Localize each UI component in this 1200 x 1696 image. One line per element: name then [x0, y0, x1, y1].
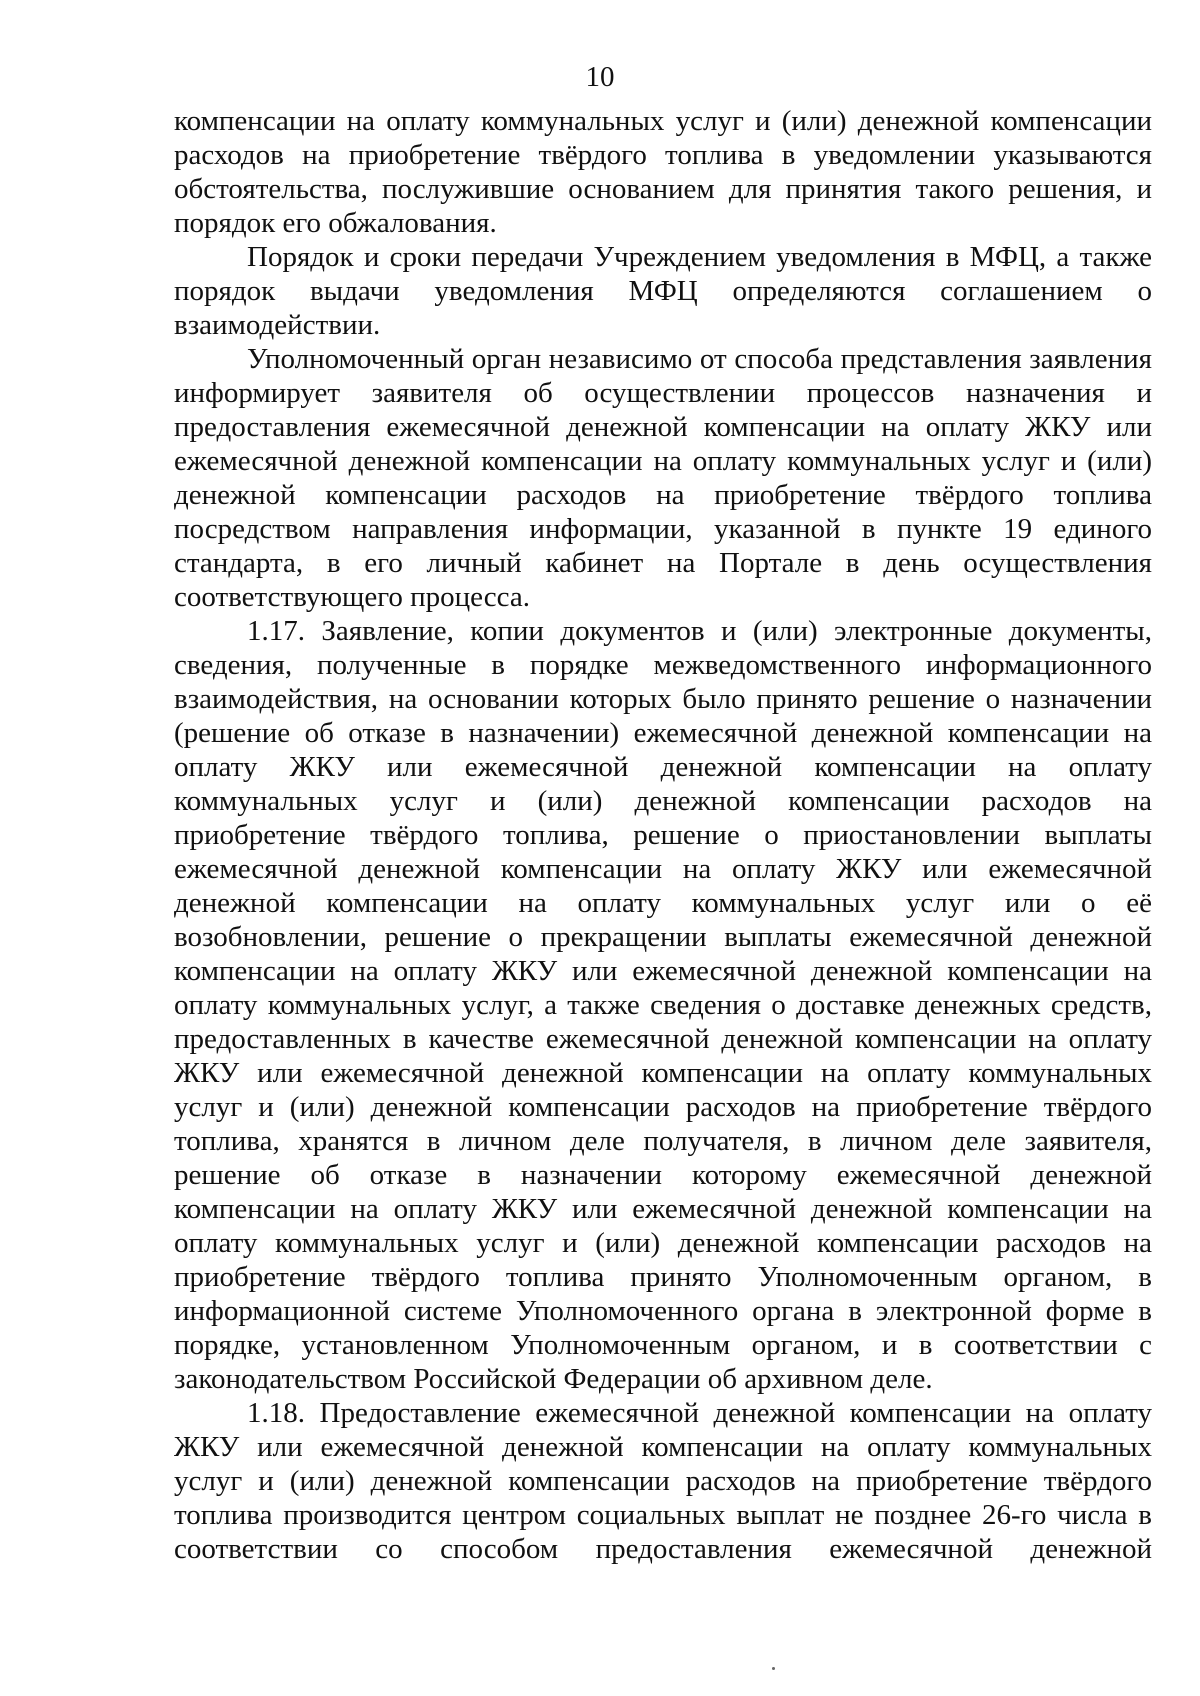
paragraph-section-1-18: 1.18. Предоставление ежемесячной денежной компенсации на оплату ЖКУ или ежемесячной денежной компенсации на оплату коммунальных услуг и (или) денежной компенсации расходов на приобретение твёрдого топлива производится центром социальных выплат не позднее 26-го числа в соответствии со способом предоставления ежемесячной денежной — [174, 1397, 1152, 1565]
page-number: 10 — [585, 61, 615, 93]
paragraph-mfc-notification: Порядок и сроки передачи Учреждением уведомления в МФЦ, а также порядок выдачи уведомления МФЦ определяются соглашением о взаимодействии. — [174, 241, 1152, 341]
paragraph-authority-informs: Уполномоченный орган независимо от способа представления заявления информирует заявителя об осуществлении процессов назначения и предоставления ежемесячной денежной компенсации на оплату ЖКУ или ежемесячной денежной компенсации на оплату коммунальных услуг и (или) денежной компенсации расходов на приобретение твёрдого топлива посредством направления информации, указанной в пункте 19 единого стандарта, в его личный кабинет на Портале в день осуществления соответствующего процесса. — [174, 343, 1152, 613]
paragraph-continuation: компенсации на оплату коммунальных услуг и (или) денежной компенсации расходов на приобретение твёрдого топлива в уведомлении указываются обстоятельства, послужившие основанием для принятия такого решения, и порядок его обжалования. — [174, 105, 1152, 239]
paragraph-section-1-17: 1.17. Заявление, копии документов и (или) электронные документы, сведения, полученные в порядке межведомственного информационного взаимодействия, на основании которых было принято решение о назначении (решение об отказе в назначении) ежемесячной денежной компенсации на оплату ЖКУ или ежемесячной денежной компенсации на оплату коммунальных услуг и (или) денежной компенсации расходов на приобретение твёрдого топлива, решение о приостановлении выплаты ежемесячной денежной компенсации на оплату ЖКУ или ежемесячной денежной компенсации на оплату коммунальных услуг или о её возобновлении, решение о прекращении выплаты ежемесячной денежной компенсации на оплату ЖКУ или ежемесячной денежной компенсации на оплату коммунальных услуг, а также сведения о доставке денежных средств, предоставленных в качестве ежемесячной денежной компенсации на оплату ЖКУ или ежемесячной денежной компенсации на оплату коммунальных услуг и (или) денежной компенсации расходов на приобретение твёрдого топлива, хранятся в личном деле получателя, в личном деле заявителя, решение об отказе в назначении которому ежемесячной денежной компенсации на оплату ЖКУ или ежемесячной денежной компенсации на оплату коммунальных услуг и (или) денежной компенсации расходов на приобретение твёрдого топлива принято Уполномоченным органом, в информационной системе Уполномоченного органа в электронной форме в порядке, установленном Уполномоченным органом, и в соответствии с законодательством Российской Федерации об архивном деле. — [174, 615, 1152, 1395]
document-body — [174, 104, 1152, 1566]
scan-speck — [772, 1667, 775, 1670]
